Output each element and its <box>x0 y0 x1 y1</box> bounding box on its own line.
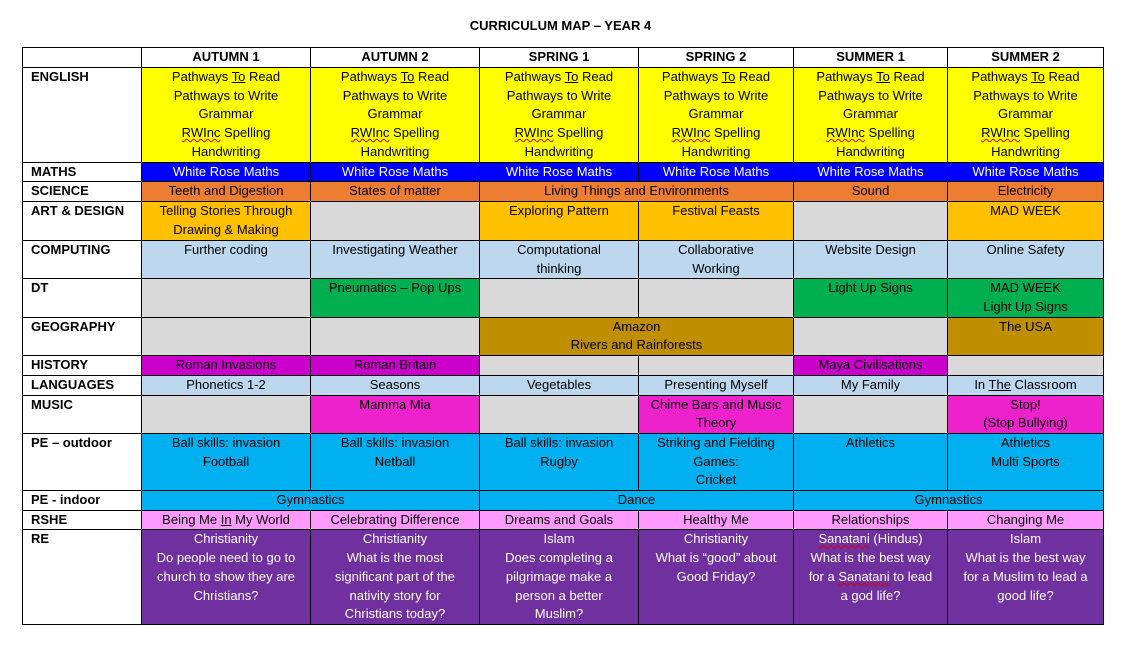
re-cell <box>948 530 1104 625</box>
cell-line: church to show they are <box>156 568 296 584</box>
cell-text: Sanatani <box>838 568 890 584</box>
pe-cell <box>480 433 639 490</box>
cell-text: Classroom <box>1010 376 1077 392</box>
rshe-cell: Healthy Me <box>639 510 794 530</box>
cell-text: RWInc <box>671 125 711 141</box>
cell-line: Grammar <box>688 106 744 122</box>
cell-line: Netball <box>374 453 416 469</box>
rshe-cell: Changing Me <box>948 510 1104 530</box>
maths-cell: White Rose Maths <box>311 162 480 182</box>
pe-cell: Gymnastics <box>142 491 480 511</box>
cell-text: To <box>564 69 579 84</box>
cell-line: Pathways to Write <box>973 87 1078 103</box>
term-header: AUTUMN 2 <box>311 48 480 68</box>
re-cell <box>794 530 948 625</box>
cell-line: Drawing & Making <box>173 221 279 237</box>
science-cell: Electricity <box>948 182 1104 202</box>
cell-line: Athletics <box>1000 434 1051 450</box>
cell-text: To <box>876 69 890 84</box>
cell-text: (Hindus) <box>869 531 923 547</box>
re-cell <box>639 530 794 625</box>
music-cell <box>639 395 794 433</box>
history-cell: Roman Britain <box>311 356 480 376</box>
cell-line: Christianity <box>193 531 259 547</box>
corner-cell <box>23 48 142 68</box>
row-pe-indoor <box>23 491 1104 511</box>
pe-cell <box>948 433 1104 490</box>
cell-line: significant part of the <box>335 568 455 584</box>
pe-cell <box>639 433 794 490</box>
subject-label: PE – outdoor <box>23 433 142 490</box>
cell-line: Computational <box>517 241 601 257</box>
music-cell: Mamma Mia <box>311 395 480 433</box>
cell-text: Sanatani <box>818 531 870 547</box>
cell-line: person a better <box>515 587 603 603</box>
cell-line <box>144 124 308 143</box>
english-cell <box>948 68 1104 163</box>
cell-line: Cricket <box>695 472 737 488</box>
languages-cell: Seasons <box>311 375 480 395</box>
cell-text: Pathways <box>171 69 232 84</box>
cell-line: Muslim? <box>534 606 584 622</box>
subject-label: GEOGRAPHY <box>23 317 142 355</box>
maths-cell: White Rose Maths <box>639 162 794 182</box>
empty-cell <box>948 356 1104 376</box>
cell-line: Pathways to Write <box>818 87 923 103</box>
cell-text: Spelling <box>553 125 604 141</box>
cell-text: Read <box>245 69 281 84</box>
cell-text: Read <box>1044 69 1080 84</box>
languages-cell: My Family <box>794 375 948 395</box>
geography-cell: The USA <box>948 317 1104 355</box>
cell-line: a god life? <box>840 587 901 603</box>
pe-cell: Gymnastics <box>794 491 1104 511</box>
rshe-cell: Relationships <box>794 510 948 530</box>
cell-line: Collaborative <box>678 241 754 257</box>
rshe-cell <box>142 510 311 530</box>
english-cell <box>142 68 311 163</box>
cell-line: Pathways to Write <box>342 87 448 103</box>
cell-line <box>641 68 791 87</box>
empty-cell <box>311 201 480 240</box>
cell-line: Do people need to go to <box>156 550 296 566</box>
cell-text: Spelling <box>389 125 440 141</box>
subject-label: SCIENCE <box>23 182 142 202</box>
computing-cell: Further coding <box>142 240 311 278</box>
music-cell <box>948 395 1104 433</box>
cell-line <box>482 124 636 143</box>
cell-line: Handwriting <box>360 143 430 159</box>
cell-text: To <box>1031 69 1045 84</box>
cell-line: Pathways to Write <box>663 87 769 103</box>
computing-cell: Website Design <box>794 240 948 278</box>
rshe-cell: Dreams and Goals <box>480 510 639 530</box>
cell-line: Islam <box>543 531 575 547</box>
cell-text: Read <box>889 69 925 84</box>
row-geography <box>23 317 1104 355</box>
empty-cell <box>794 395 948 433</box>
science-cell: Teeth and Digestion <box>142 182 311 202</box>
science-cell: Sound <box>794 182 948 202</box>
art-cell: Exploring Pattern <box>480 201 639 240</box>
subject-label: COMPUTING <box>23 240 142 278</box>
computing-cell <box>480 240 639 278</box>
header-row <box>23 48 1104 68</box>
cell-text: My World <box>231 511 290 527</box>
science-cell: States of matter <box>311 182 480 202</box>
cell-text: Pathways <box>340 69 401 84</box>
subject-label: HISTORY <box>23 356 142 376</box>
row-languages <box>23 375 1104 395</box>
english-cell <box>480 68 639 163</box>
cell-line: Striking and Fielding <box>657 434 775 450</box>
cell-text: Read <box>578 69 614 84</box>
cell-line <box>144 68 308 87</box>
cell-text: Spelling <box>1019 125 1070 141</box>
subject-label: LANGUAGES <box>23 375 142 395</box>
cell-line <box>796 530 945 549</box>
row-computing <box>23 240 1104 278</box>
languages-cell: Presenting Myself <box>639 375 794 395</box>
cell-line: Pathways to Write <box>173 87 279 103</box>
subject-label: ENGLISH <box>23 68 142 163</box>
cell-text: Read <box>735 69 771 84</box>
cell-text: In <box>974 376 989 392</box>
row-re <box>23 530 1104 625</box>
cell-text: To <box>400 69 415 84</box>
row-dt <box>23 279 1104 317</box>
cell-line: Grammar <box>998 106 1053 122</box>
empty-cell <box>480 356 639 376</box>
cell-line: Christians? <box>193 587 259 603</box>
cell-line: Handwriting <box>191 143 261 159</box>
cell-line: Pathways to Write <box>506 87 612 103</box>
art-cell: Festival Feasts <box>639 201 794 240</box>
subject-label: DT <box>23 279 142 317</box>
row-maths <box>23 162 1104 182</box>
cell-line: Rivers and Rainforests <box>570 337 703 353</box>
cell-text: for a <box>808 568 839 584</box>
cell-line <box>796 68 945 87</box>
english-cell <box>639 68 794 163</box>
pe-cell <box>311 433 480 490</box>
cell-line: (Stop Bullying) <box>983 415 1068 431</box>
cell-line: Ball skills: invasion <box>340 434 450 450</box>
cell-line: Multi Sports <box>991 453 1060 469</box>
cell-line: Grammar <box>198 106 254 122</box>
cell-line: Does completing a <box>505 550 613 566</box>
cell-line: Handwriting <box>836 143 905 159</box>
subject-label: MUSIC <box>23 395 142 433</box>
page-title: CURRICULUM MAP – YEAR 4 <box>469 18 652 33</box>
cell-line: Good Friday? <box>676 568 756 584</box>
row-pe-outdoor <box>23 433 1104 490</box>
row-rshe <box>23 510 1104 530</box>
cell-text: Read <box>414 69 450 84</box>
cell-text: to lead <box>889 568 933 584</box>
cell-line: good life? <box>997 587 1054 603</box>
languages-cell: Phonetics 1-2 <box>142 375 311 395</box>
cell-text: RWInc <box>350 125 390 141</box>
empty-cell <box>142 395 311 433</box>
cell-line: Christianity <box>362 531 428 547</box>
cell-line: Christianity <box>683 531 749 547</box>
cell-line: Football <box>202 453 250 469</box>
maths-cell: White Rose Maths <box>794 162 948 182</box>
subject-label: PE - indoor <box>23 491 142 511</box>
dt-cell <box>948 279 1104 317</box>
dt-cell: Light Up Signs <box>794 279 948 317</box>
cell-text: Spelling <box>864 125 915 141</box>
cell-text: The <box>988 376 1011 392</box>
cell-text: RWInc <box>826 125 865 141</box>
cell-line <box>641 124 791 143</box>
cell-line: Working <box>692 260 740 276</box>
english-cell <box>794 68 948 163</box>
geography-cell <box>480 317 794 355</box>
cell-line: What is “good” about <box>655 550 777 566</box>
pe-cell <box>142 433 311 490</box>
dt-cell: Pneumatics – Pop Ups <box>311 279 480 317</box>
computing-cell: Investigating Weather <box>311 240 480 278</box>
cell-line: What is the best way <box>810 550 931 566</box>
cell-line: Theory <box>695 415 737 431</box>
cell-line: Games: <box>693 453 739 469</box>
empty-cell <box>794 317 948 355</box>
art-cell: MAD WEEK <box>948 201 1104 240</box>
re-cell <box>480 530 639 625</box>
cell-line: for a Muslim to lead a <box>963 568 1088 584</box>
cell-line: Ball skills: invasion <box>504 434 614 450</box>
curriculum-table <box>22 47 1104 625</box>
term-header: SPRING 1 <box>480 48 639 68</box>
maths-cell: White Rose Maths <box>948 162 1104 182</box>
cell-line: What is the most <box>346 550 444 566</box>
re-cell <box>311 530 480 625</box>
pe-cell: Dance <box>480 491 794 511</box>
rshe-cell: Celebrating Difference <box>311 510 480 530</box>
cell-line: Handwriting <box>524 143 594 159</box>
cell-line <box>796 568 945 587</box>
cell-text: RWInc <box>981 125 1020 141</box>
cell-text: To <box>231 69 246 84</box>
cell-line <box>950 68 1101 87</box>
row-english <box>23 68 1104 163</box>
cell-line: Telling Stories Through <box>159 202 293 218</box>
cell-line <box>950 124 1101 143</box>
languages-cell: Vegetables <box>480 375 639 395</box>
cell-line: Stop! <box>1010 396 1041 412</box>
history-cell: Roman Invasions <box>142 356 311 376</box>
empty-cell <box>639 279 794 317</box>
row-science <box>23 182 1104 202</box>
cell-text: Spelling <box>710 125 761 141</box>
subject-label: RSHE <box>23 510 142 530</box>
cell-line: Chime Bars and Music <box>650 396 782 412</box>
cell-line <box>313 68 477 87</box>
re-cell <box>142 530 311 625</box>
pe-cell: Athletics <box>794 433 948 490</box>
languages-cell <box>948 375 1104 395</box>
term-header: SUMMER 1 <box>794 48 948 68</box>
cell-text: Pathways <box>661 69 722 84</box>
cell-text: Spelling <box>220 125 271 141</box>
empty-cell <box>142 279 311 317</box>
cell-text: To <box>721 69 736 84</box>
cell-line: thinking <box>536 260 582 276</box>
cell-line: Ball skills: invasion <box>171 434 281 450</box>
cell-text: In <box>220 511 232 527</box>
cell-line: Handwriting <box>991 143 1060 159</box>
cell-text: Being Me <box>162 511 221 527</box>
cell-line: Christians today? <box>344 606 446 622</box>
empty-cell <box>480 395 639 433</box>
cell-line: Grammar <box>531 106 587 122</box>
cell-line: Grammar <box>367 106 423 122</box>
cell-text: RWInc <box>514 125 554 141</box>
cell-line: Light Up Signs <box>983 299 1068 315</box>
computing-cell: Online Safety <box>948 240 1104 278</box>
empty-cell <box>794 201 948 240</box>
cell-line: MAD WEEK <box>990 280 1061 296</box>
cell-text: Pathways <box>816 69 877 84</box>
empty-cell <box>311 317 480 355</box>
cell-text: RWInc <box>181 125 221 141</box>
art-cell <box>142 201 311 240</box>
row-art <box>23 201 1104 240</box>
cell-line: Islam <box>1009 531 1042 547</box>
subject-label: RE <box>23 530 142 625</box>
cell-line: Amazon <box>612 318 661 334</box>
term-header: SUMMER 2 <box>948 48 1104 68</box>
maths-cell: White Rose Maths <box>480 162 639 182</box>
english-cell <box>311 68 480 163</box>
cell-text: Pathways <box>971 69 1032 84</box>
cell-text: Pathways <box>504 69 565 84</box>
maths-cell: White Rose Maths <box>142 162 311 182</box>
cell-line <box>796 124 945 143</box>
empty-cell <box>639 356 794 376</box>
cell-line: Rugby <box>540 453 578 469</box>
subject-label: ART & DESIGN <box>23 201 142 240</box>
row-history <box>23 356 1104 376</box>
cell-line: pilgrimage make a <box>505 568 613 584</box>
computing-cell <box>639 240 794 278</box>
empty-cell <box>480 279 639 317</box>
cell-line: nativity story for <box>349 587 441 603</box>
history-cell: Maya Civilisations <box>794 356 948 376</box>
cell-line: What is the best way <box>965 550 1086 566</box>
cell-line: Grammar <box>843 106 898 122</box>
row-music <box>23 395 1104 433</box>
subject-label: MATHS <box>23 162 142 182</box>
cell-line: Handwriting <box>681 143 751 159</box>
empty-cell <box>142 317 311 355</box>
cell-line <box>482 68 636 87</box>
term-header: SPRING 2 <box>639 48 794 68</box>
science-cell: Living Things and Environments <box>480 182 794 202</box>
cell-line <box>313 124 477 143</box>
term-header: AUTUMN 1 <box>142 48 311 68</box>
